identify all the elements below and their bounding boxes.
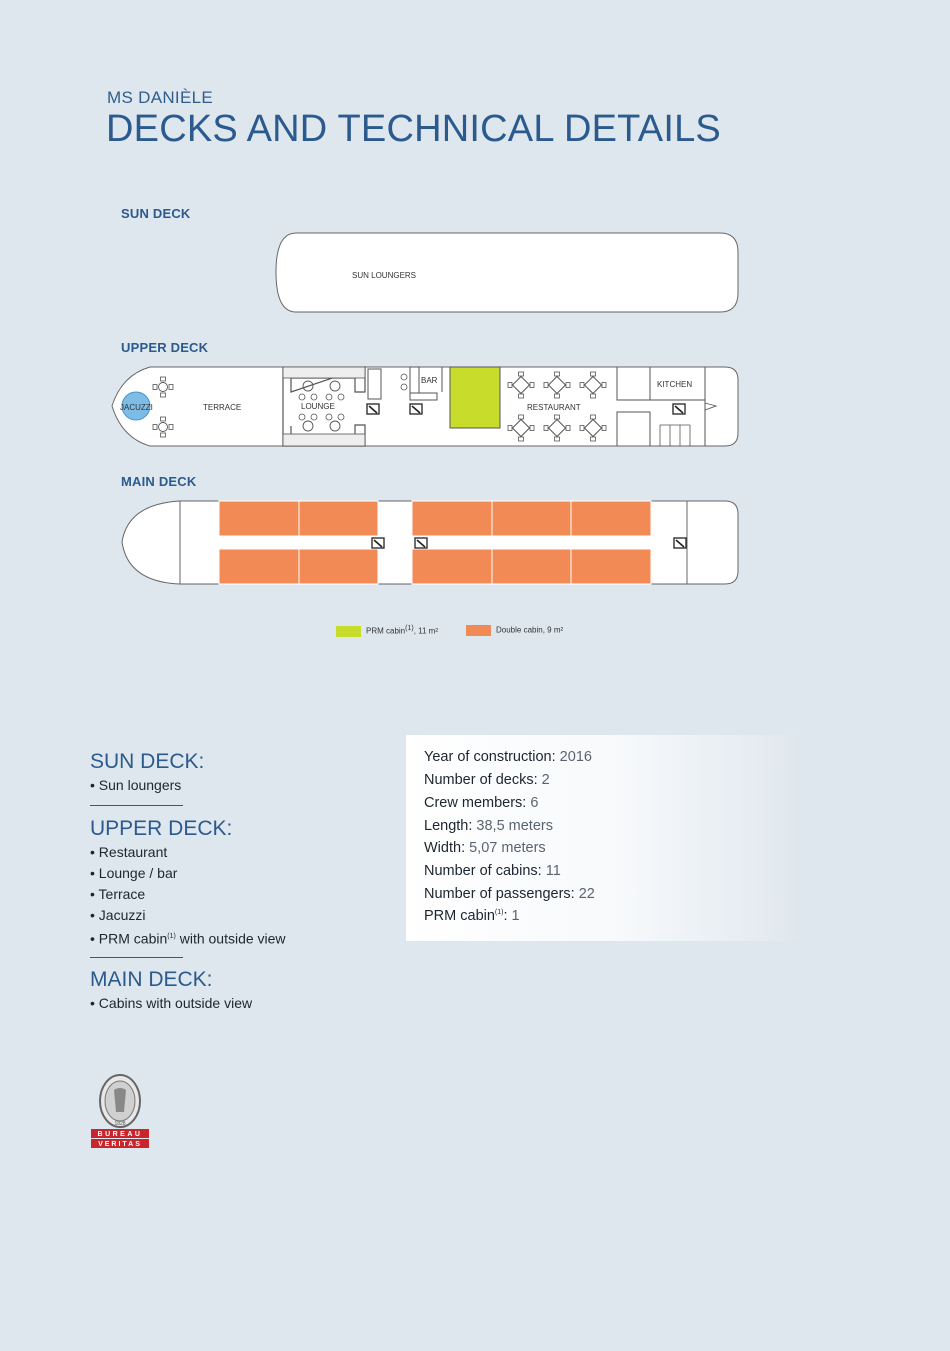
main-deck-features [90,993,252,1014]
list-item: • Terrace [90,886,146,902]
spec-decks: Number of decks: 2 [424,772,550,788]
terrace-label: TERRACE [203,403,242,412]
main-deck-plan [122,501,738,584]
bureau-veritas-logo [88,1072,152,1150]
upper-deck-label: UPPER DECK [121,340,209,355]
spec-length: Length: 38,5 meters [424,818,553,834]
list-item: • Sun loungers [90,777,182,793]
spec-width: Width: 5,07 meters [424,840,546,856]
divider [90,957,183,958]
sun-loungers-label: SUN LOUNGERS [352,271,417,280]
technical-specs [406,735,801,941]
prm-cabin [450,367,500,428]
spec-crew: Crew members: 6 [424,795,539,811]
jacuzzi-label: JACUZZI [120,403,153,412]
main-deck-heading: MAIN DECK: [90,968,213,991]
list-item: • PRM cabin$^{(1)}$ with outside view [90,930,286,947]
legend-double: Double cabin, 9 m² [466,625,563,636]
restaurant-label: RESTAURANT [527,403,581,412]
upper-deck-plan [112,367,738,446]
page-title: DECKS AND TECHNICAL DETAILS [106,108,721,150]
upper-deck-features [90,842,286,950]
sun-deck-label: SUN DECK [121,206,191,221]
main-deck-label: MAIN DECK [121,474,197,489]
spec-year: Year of construction: 2016 [424,749,592,765]
logo-year: 1828 [114,1121,126,1127]
legend-prm: PRM cabin$^{(1)}$, 11 m² [336,625,438,637]
list-item: • Lounge / bar [90,865,178,881]
list-item: • Restaurant [90,844,168,860]
prm-swatch [336,626,361,637]
logo-text-bureau: BUREAU [97,1131,143,1138]
upper-deck-heading: UPPER DECK: [90,817,233,840]
list-item: • Jacuzzi [90,907,146,923]
bar-label: BAR [421,376,438,385]
sun-deck-features [90,775,181,796]
double-swatch [466,625,491,636]
spec-prm: PRM cabin$^{(1)}$: 1 [424,908,520,924]
spec-passengers: Number of passengers: 22 [424,886,595,902]
lounge-label: LOUNGE [301,402,335,411]
list-item: • Cabins with outside view [90,995,253,1011]
sun-deck-plan [276,233,738,312]
ship-name: MS DANIÈLE [107,88,213,107]
logo-text-veritas: VERITAS [98,1141,142,1148]
spec-cabins: Number of cabins: 11 [424,863,561,879]
kitchen-label: KITCHEN [657,380,693,389]
sun-deck-heading: SUN DECK: [90,750,205,773]
divider [90,805,183,806]
deck-plans [0,0,950,660]
